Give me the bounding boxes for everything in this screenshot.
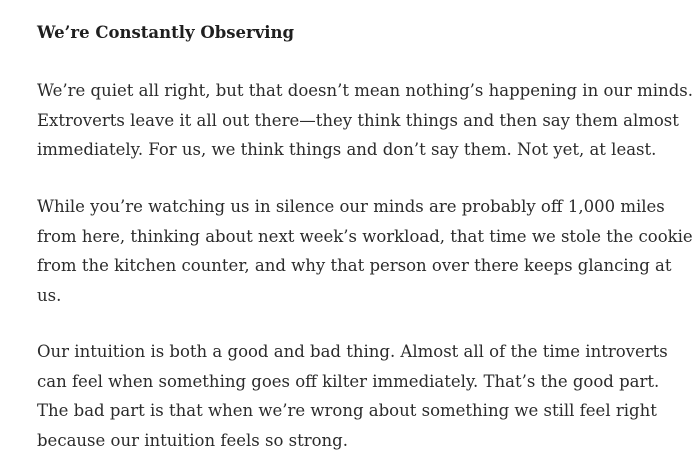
- paragraph-3: [37, 337, 668, 455]
- paragraph-2: [37, 192, 693, 310]
- paragraph-line: The bad part is that when we’re wrong about something we still feel right: [37, 401, 657, 420]
- paragraph-line: immediately. For us, we think things and don’t say them. Not yet, at least.: [37, 140, 657, 159]
- paragraph-line: from the kitchen counter, and why that person over there keeps glancing at: [37, 256, 672, 275]
- paragraph-line: While you’re watching us in silence our minds are probably off 1,000 miles: [37, 197, 665, 216]
- paragraph-1: [37, 76, 693, 165]
- paragraph-line: from here, thinking about next week’s workload, that time we stole the cookie: [37, 226, 693, 246]
- paragraph-line: can feel when something goes off kilter immediately. That’s the good part.: [37, 371, 660, 391]
- paragraph-line: us.: [37, 285, 62, 305]
- paragraph-line: because our intuition feels so strong.: [37, 430, 348, 450]
- paragraph-line: Our intuition is both a good and bad thing. Almost all of the time introverts: [37, 342, 668, 361]
- paragraph-line: We’re quiet all right, but that doesn’t mean nothing’s happening in our minds.: [37, 81, 693, 100]
- section-heading: We’re Constantly Observing: [37, 23, 295, 42]
- paragraph-line: Extroverts leave it all out there—they think things and then say them almost: [37, 110, 679, 130]
